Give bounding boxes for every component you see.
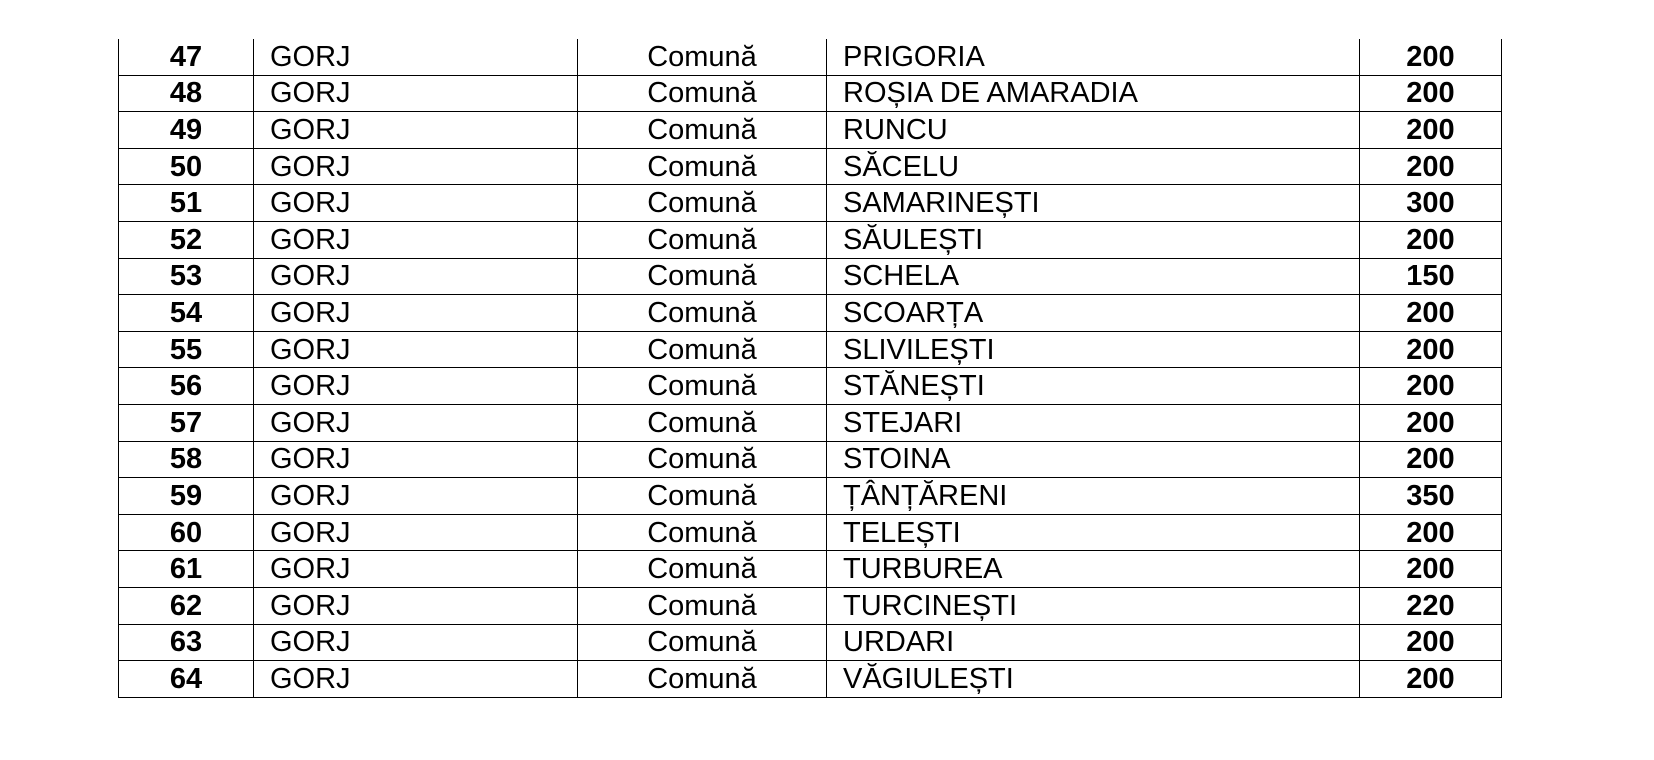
table-row (119, 514, 1502, 551)
locality-name-cell: STĂNEȘTI (827, 368, 1360, 405)
locality-name-cell: TURCINEȘTI (827, 587, 1360, 624)
locality-name-cell: SCOARȚA (827, 295, 1360, 332)
row-number-cell: 56 (119, 368, 254, 405)
county-cell: GORJ (254, 331, 578, 368)
row-number-cell: 62 (119, 587, 254, 624)
unit-type-cell: Comună (578, 624, 827, 661)
table-row (119, 478, 1502, 515)
locality-name-cell: STOINA (827, 441, 1360, 478)
value-cell: 200 (1360, 39, 1502, 75)
locality-name-cell: SAMARINEȘTI (827, 185, 1360, 222)
county-cell: GORJ (254, 587, 578, 624)
value-cell: 200 (1360, 368, 1502, 405)
table-row (119, 148, 1502, 185)
county-cell: GORJ (254, 661, 578, 698)
unit-type-cell: Comună (578, 478, 827, 515)
unit-type-cell: Comună (578, 514, 827, 551)
row-number-cell: 53 (119, 258, 254, 295)
county-cell: GORJ (254, 185, 578, 222)
county-cell: GORJ (254, 39, 578, 75)
locality-name-cell: SĂULEȘTI (827, 221, 1360, 258)
row-number-cell: 60 (119, 514, 254, 551)
table-row (119, 624, 1502, 661)
value-cell: 200 (1360, 221, 1502, 258)
localities-table (118, 39, 1502, 698)
locality-name-cell: SLIVILEȘTI (827, 331, 1360, 368)
row-number-cell: 63 (119, 624, 254, 661)
table-row (119, 221, 1502, 258)
county-cell: GORJ (254, 368, 578, 405)
table-row (119, 441, 1502, 478)
locality-name-cell: PRIGORIA (827, 39, 1360, 75)
unit-type-cell: Comună (578, 587, 827, 624)
unit-type-cell: Comună (578, 331, 827, 368)
value-cell: 200 (1360, 514, 1502, 551)
county-cell: GORJ (254, 514, 578, 551)
table-row (119, 551, 1502, 588)
row-number-cell: 57 (119, 404, 254, 441)
value-cell: 350 (1360, 478, 1502, 515)
value-cell: 200 (1360, 441, 1502, 478)
row-number-cell: 64 (119, 661, 254, 698)
locality-name-cell: TURBUREA (827, 551, 1360, 588)
unit-type-cell: Comună (578, 404, 827, 441)
county-cell: GORJ (254, 221, 578, 258)
unit-type-cell: Comună (578, 112, 827, 149)
county-cell: GORJ (254, 478, 578, 515)
table-row (119, 112, 1502, 149)
value-cell: 200 (1360, 404, 1502, 441)
value-cell: 220 (1360, 587, 1502, 624)
table-row (119, 404, 1502, 441)
value-cell: 200 (1360, 295, 1502, 332)
value-cell: 200 (1360, 75, 1502, 112)
row-number-cell: 48 (119, 75, 254, 112)
locality-name-cell: RUNCU (827, 112, 1360, 149)
county-cell: GORJ (254, 148, 578, 185)
locality-name-cell: TELEȘTI (827, 514, 1360, 551)
row-number-cell: 58 (119, 441, 254, 478)
county-cell: GORJ (254, 624, 578, 661)
unit-type-cell: Comună (578, 295, 827, 332)
table-row (119, 368, 1502, 405)
table-row (119, 661, 1502, 698)
table-body (119, 39, 1502, 697)
unit-type-cell: Comună (578, 258, 827, 295)
value-cell: 200 (1360, 112, 1502, 149)
unit-type-cell: Comună (578, 368, 827, 405)
locality-name-cell: ȚÂNȚĂRENI (827, 478, 1360, 515)
county-cell: GORJ (254, 551, 578, 588)
unit-type-cell: Comună (578, 661, 827, 698)
value-cell: 300 (1360, 185, 1502, 222)
county-cell: GORJ (254, 258, 578, 295)
row-number-cell: 49 (119, 112, 254, 149)
table-row (119, 39, 1502, 75)
row-number-cell: 52 (119, 221, 254, 258)
row-number-cell: 51 (119, 185, 254, 222)
value-cell: 200 (1360, 148, 1502, 185)
row-number-cell: 61 (119, 551, 254, 588)
locality-name-cell: ROȘIA DE AMARADIA (827, 75, 1360, 112)
value-cell: 200 (1360, 551, 1502, 588)
unit-type-cell: Comună (578, 39, 827, 75)
table-row (119, 185, 1502, 222)
table-row (119, 295, 1502, 332)
row-number-cell: 55 (119, 331, 254, 368)
locality-name-cell: SĂCELU (827, 148, 1360, 185)
unit-type-cell: Comună (578, 148, 827, 185)
row-number-cell: 47 (119, 39, 254, 75)
unit-type-cell: Comună (578, 185, 827, 222)
row-number-cell: 54 (119, 295, 254, 332)
table-row (119, 75, 1502, 112)
unit-type-cell: Comună (578, 551, 827, 588)
county-cell: GORJ (254, 75, 578, 112)
locality-name-cell: SCHELA (827, 258, 1360, 295)
table-row (119, 331, 1502, 368)
county-cell: GORJ (254, 441, 578, 478)
value-cell: 200 (1360, 624, 1502, 661)
locality-name-cell: STEJARI (827, 404, 1360, 441)
table-row (119, 258, 1502, 295)
county-cell: GORJ (254, 112, 578, 149)
unit-type-cell: Comună (578, 441, 827, 478)
table-row (119, 587, 1502, 624)
county-cell: GORJ (254, 295, 578, 332)
unit-type-cell: Comună (578, 75, 827, 112)
county-cell: GORJ (254, 404, 578, 441)
value-cell: 200 (1360, 661, 1502, 698)
row-number-cell: 59 (119, 478, 254, 515)
unit-type-cell: Comună (578, 221, 827, 258)
locality-name-cell: URDARI (827, 624, 1360, 661)
value-cell: 150 (1360, 258, 1502, 295)
value-cell: 200 (1360, 331, 1502, 368)
row-number-cell: 50 (119, 148, 254, 185)
locality-name-cell: VĂGIULEȘTI (827, 661, 1360, 698)
